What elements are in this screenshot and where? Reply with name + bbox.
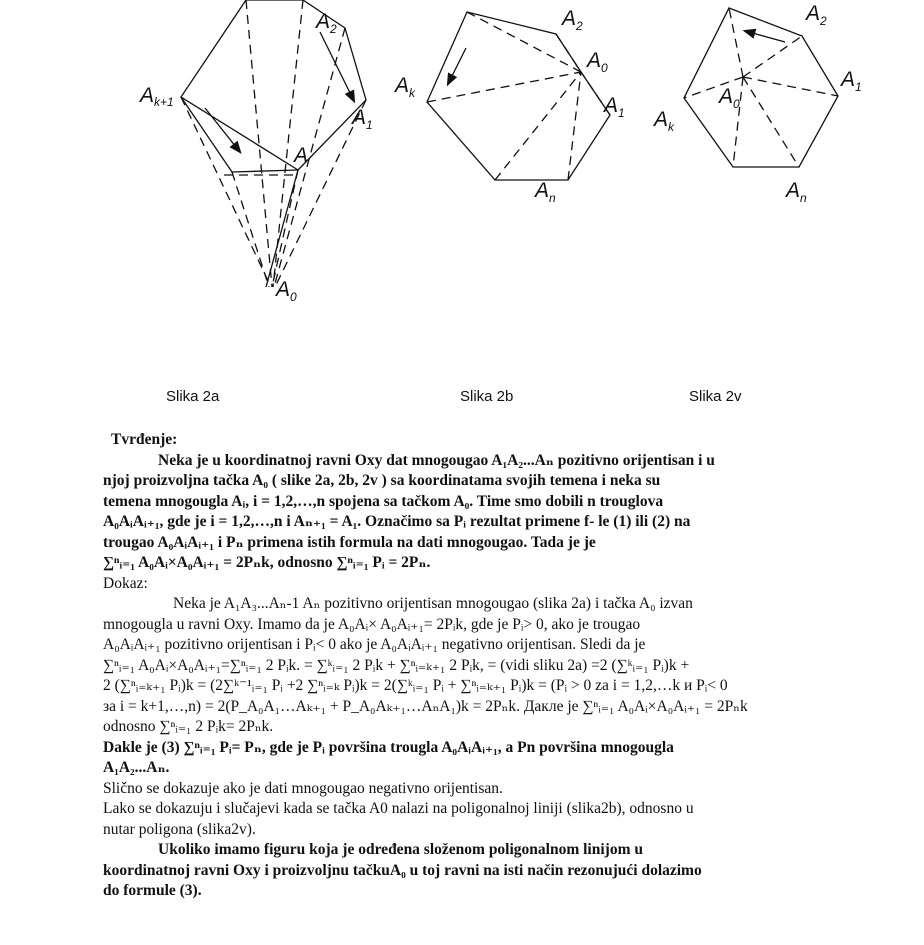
figure-2a	[181, 0, 366, 287]
fig2v-label-a1: A	[841, 68, 856, 91]
caption-slika-2b: Slika 2b	[460, 388, 514, 405]
svg-text:A1: $A_1$	[841, 68, 862, 94]
proof-line: A₁A₂...Aₙ.	[103, 759, 170, 776]
fig2b-label-an: A	[535, 179, 550, 202]
fig2v-label-a2: A	[806, 2, 821, 25]
statement-line: A₀AᵢAᵢ₊₁, gde je i = 1,2,…,n i Aₙ₊₁ = A₁. Označimo sa Pᵢ rezultat primene f- le (1) ili (2) na	[103, 513, 691, 530]
document-body	[103, 430, 823, 902]
proof-formula: за i = k+1,…,n) = 2(P_A₀A₁…Aₖ₊₁ + P_A₀Aₖ₊₁…AₙA₁)k = 2Pₙk. Дакле је ∑ⁿᵢ₌₁ A₀Aᵢ×A₀Aᵢ₊₁ = 2Pₙk	[103, 697, 748, 715]
statement-line: trougao A₀AᵢAᵢ₊₁ i Pₙ primena istih formula na dati mnogougao. Tada je je	[103, 533, 596, 551]
proof-line: Slično se dokazuje ako je dati mnogougao negativno orijentisan.	[103, 779, 503, 797]
fig2a-label-a: A	[294, 144, 309, 167]
fig2a-label-ak1: A	[140, 84, 155, 107]
fig2b-label-ak: A	[395, 74, 410, 97]
fig2v-label-ak: A	[654, 108, 669, 131]
svg-text:A0: $A_0$	[587, 49, 608, 75]
figure-2b	[427, 12, 610, 180]
proof-line: nutar poligona (slika2v).	[103, 820, 256, 838]
proof-line: Neka je A₁A₃...Aₙ-1 Aₙ pozitivno orijentisan mnogougao (slika 2a) i tačka A₀ izvan	[173, 595, 693, 612]
svg-text:A2: $A_2$	[562, 7, 583, 33]
fig2a-label-a2: A	[316, 10, 331, 33]
fig2b-label-a2: A	[562, 7, 577, 30]
final-line: do formule (3).	[103, 882, 202, 899]
fig2a-label-a0: A	[276, 278, 291, 301]
fig2a-label-ak1-sub: k+1	[154, 95, 174, 109]
svg-text:Ak: $A_k$	[395, 74, 416, 100]
statement-line: njoj proizvoljna tačka A₀ ( slike 2a, 2b, 2v ) sa koordinatama svojih temena i neka su	[103, 472, 661, 489]
proof-formula: 2 (∑ⁿᵢ₌ₖ₊₁ Pᵢ)k = (2∑ᵏ⁻¹ᵢ₌₁ Pᵢ +2 ∑ⁿᵢ₌ₖ Pᵢ)k = 2(∑ᵏᵢ₌₁ Pᵢ + ∑ⁿᵢ₌ₖ₊₁ Pᵢ)k = (Pᵢ > 0 za i = 1,2,…k и Pᵢ< 0	[103, 677, 728, 694]
proof-heading: Dokaz:	[103, 574, 148, 592]
statement-line: Neka je u koordinatnoj ravni Oxy dat mnogougao A₁A₂...Aₙ pozitivno orijentisan i u	[158, 451, 715, 469]
svg-text:An: $A_n$	[535, 179, 556, 205]
statement-line: temena mnogougla Aᵢ, i = 1,2,…,n spojena sa tačkom A₀. Time smo dobili n trouglova	[103, 492, 664, 510]
theorem-heading: Tvrđenje:	[111, 431, 178, 448]
proof-formula: ∑ⁿᵢ₌₁ A₀Aᵢ×A₀Aᵢ₊₁=∑ⁿᵢ₌₁ 2 Pᵢk. = ∑ᵏᵢ₌₁ 2 Pᵢk + ∑ⁿᵢ₌ₖ₊₁ 2 Pᵢk, = (vidi sliku 2a) =2 (∑ᵏᵢ₌₁ Pᵢ)k +	[103, 656, 690, 674]
final-line: Ukoliko imamo figuru koja je određena složenom poligonalnom linijom u	[158, 841, 643, 858]
svg-text:Ak+1	[138, 84, 174, 109]
figure-2v	[684, 8, 838, 167]
svg-text:A0: $A_0$	[276, 278, 297, 304]
svg-text:A0: $A_0$	[719, 85, 740, 111]
svg-text:Ak: $A_k$	[654, 108, 675, 134]
svg-text:A2: $A_2$	[316, 10, 337, 36]
figures-svg	[0, 0, 924, 400]
final-line: koordinatnoj ravni Oxy i proizvoljnu tačkuA₀ u toj ravni na isti način rezonujući dolazimo	[103, 861, 702, 879]
fig2a-label-a1: A	[352, 106, 367, 129]
svg-text:A1: $A_1$	[604, 94, 625, 120]
fig2v-label-a0: A	[719, 85, 734, 108]
statement-formula: ∑ⁿᵢ₌₁ A₀Aᵢ×A₀Aᵢ₊₁ = 2Pₙk, odnosno ∑ⁿᵢ₌₁ Pᵢ = 2Pₙ.	[103, 554, 431, 571]
formula-3-line: Dakle je (3) ∑ⁿᵢ₌₁ Pᵢ= Pₙ, gde je Pᵢ površina trougla A₀AᵢAᵢ₊₁, a Pn površina mnogougla	[103, 738, 674, 756]
fig2b-label-a1: A	[604, 94, 619, 117]
proof-formula: odnosno ∑ⁿᵢ₌₁ 2 Pᵢk= 2Pₙk.	[103, 718, 274, 735]
fig2b-label-a0: A	[587, 49, 602, 72]
svg-text:A2: $A_2$	[806, 2, 827, 28]
caption-slika-2a: Slika 2a	[166, 388, 220, 405]
proof-line: mnogougla u ravni Oxy. Imamo da je A₀Aᵢ× A₀Aᵢ₊₁= 2Pᵢk, gde je Pᵢ> 0, ako je trougao	[103, 615, 641, 633]
fig2v-label-an: A	[786, 179, 801, 202]
svg-text:An: $A_n$	[786, 179, 807, 205]
proof-line: Lako se dokazuju i slučajevi kada se tačka A0 nalazi na poligonalnoj liniji (slika2b), odnosno u	[103, 800, 694, 817]
svg-text:A1: $A_1$	[352, 106, 373, 132]
proof-line: A₀AᵢAᵢ₊₁ pozitivno orijentisan i Pᵢ< 0 ako je A₀AᵢAᵢ₊₁ negativno orijentisan. Sledi da je	[103, 636, 646, 653]
caption-slika-2v: Slika 2v	[689, 388, 742, 405]
